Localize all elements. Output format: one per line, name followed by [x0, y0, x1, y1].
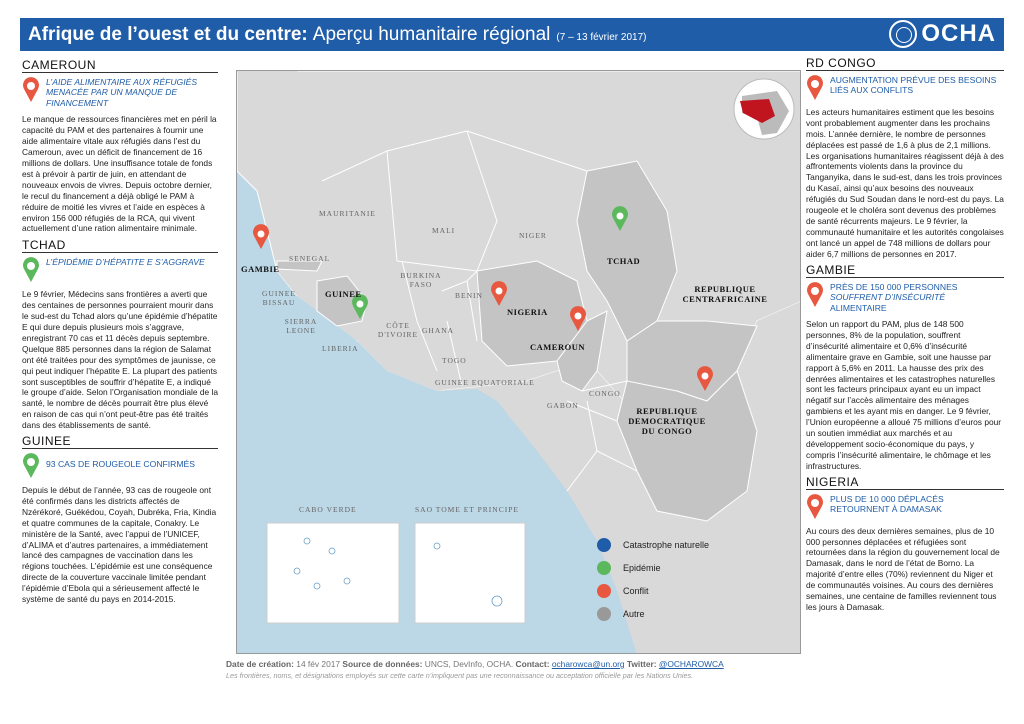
headline-text: AUGMENTATION PRÉVUE DES BESOINS LIÉS AUX CONFLITS — [830, 74, 997, 96]
label-sierra-leone: SIERRA LEONE — [284, 317, 318, 335]
section-title: RD CONGO — [806, 58, 1004, 71]
label-congo: CONGO — [589, 389, 621, 398]
body-text: Selon un rapport du PAM, plus de 148 500 personnes, 8% de la population, souffrent d’insécurité alimentaire et 0,6% d’insécurité alimentaire grave en Gambie, soit une hausse par rapport à 5,6% en 2011. La hausse des prix des denrées alimentaires et les catastrophes naturelles sont les facteurs principaux ayant eu un impact négatif sur l’accès alimentaire des ménages gambiens et les ayant mis en danger. Le 9 février, l’Union européenne a alloué 75 millions d’euros pour un soutien immédiat aux marchés et au développement socio-économique du pays, y compris l’insécurité alimentaire, le chômage et les infrastructures. — [806, 319, 1002, 471]
label-guinee-eq: GUINEE EQUATORIALE — [435, 378, 535, 387]
section-cameroun — [22, 60, 218, 234]
headline-text: PLUS DE 10 000 DÉPLACÉS RETOURNENT À DAMASAK — [830, 493, 944, 515]
label-rca: REPUBLIQUE CENTRAFRICAINE — [682, 284, 768, 304]
epidemic-dot-icon — [597, 561, 611, 575]
body-text: Le manque de ressources financières met en péril la capacité du PAM et des partenaires à fournir une aide alimentaire vitale aux réfugiés dans l’est du Cameroun, avec un déficit de financement de 16 millions de dollars. Une insuffisance totale de fonds est à prévoir à partir de juin, en attendant de nouveaux envois de vivres. Depuis octobre dernier, le recul du financement a déjà obligé le PAM à réduire de moitié les vivres et l’aide en espèces à environ 156 000 réfugiés de la RCA, qui vivent actuellement d’une ration alimentaire minimale. — [22, 114, 217, 234]
left-column — [22, 60, 218, 610]
section-gambie — [806, 262, 1004, 472]
footer — [226, 659, 806, 681]
conflict-pin-icon — [806, 494, 824, 520]
disclaimer: Les frontières, noms, et désignations employés sur cette carte n’impliquent pas une reconnaissance ou acceptation officielle par les Nations Unies. — [226, 671, 694, 680]
sources-label: Source de données: — [342, 659, 423, 669]
legend-item — [597, 579, 709, 602]
map-land — [237, 71, 801, 654]
conflict-pin-icon — [22, 77, 40, 103]
legend-label: Autre — [623, 608, 645, 619]
headline-line-2: SOUFFRENT D’INSÉCURITÉ — [830, 292, 946, 302]
headline-row — [22, 257, 218, 283]
legend-label: Conflit — [623, 585, 649, 596]
legend-label: Epidémie — [623, 562, 661, 573]
label-tchad: TCHAD — [607, 256, 641, 266]
headline-text: L’ÉPIDÉMIE D’HÉPATITE E S’AGGRAVE — [46, 257, 205, 268]
body-text: Au cours des deux dernières semaines, plus de 10 000 personnes déplacées et réfugiées sont retournées dans la région du gouvernement local de Damasak, dans le nord de l’état de Borno. La majorité d’entre elles (70%) reviennent du Niger et de communautés voisines. Au cours des dernières semaines, une centaine de familles reviennent tous les jours à Damasak. — [806, 525, 1000, 612]
label-senegal: SENEGAL — [289, 254, 331, 263]
section-nigeria — [806, 474, 1004, 613]
section-title: GAMBIE — [806, 265, 1004, 278]
regional-map — [236, 70, 801, 654]
label-gabon: GABON — [547, 401, 579, 410]
section-rdc — [806, 58, 1004, 260]
created-value: 14 fév 2017 — [296, 659, 341, 669]
label-guinee: GUINEE — [325, 289, 362, 299]
contact-email-link[interactable]: ocharowca@un.org — [551, 659, 625, 669]
body-text: Le 9 février, Médecins sans frontières a averti que des centaines de personnes pourraient mourir dans le sud-est du Tchad alors qu’une épidémie d’hépatite E qui dure depuis plusieurs mois s’aggrave, enregistrant 70 cas et 11 décès depuis septembre. Quelque 885 personnes dans la région de Salamat ont été traitées pour des symptômes de jaunisse, ce qui peut indiquer l’hépatite E. La plupart des patients sont susceptibles de souffrir d’hépatite E, a indiqué le groupe d’aide. Selon l’Organisation mondiale de la santé, le nombre de décès pourrait être plus élevé en raison de cas qui n’ont peut-être pas été traités dans des établissements de santé. — [22, 289, 219, 431]
headline-line-1: PRÈS DE 150 000 PERSONNES — [830, 281, 958, 292]
section-tchad — [22, 240, 218, 431]
epidemic-pin-icon — [22, 257, 40, 283]
label-cote-divoire: CÔTE D'IVOIRE — [377, 321, 419, 339]
body-text: Depuis le début de l’année, 93 cas de rougeole ont été confirmés dans les districts affectés de Nzérékoré, Guékédou, Coyah, Dubréka, Fria, Kindia et quatre communes de la capitale, Conakry. Le ministère de la Santé, avec l’appui de l’UNICEF, d’ALIMA et d’autres partenaires, a immédiatement lancé des campagnes de vaccination dans les régions touchées. L’épidémie est une conséquence directe de la couverture vaccinale limitée pendant l’épidémie d’Ebola qui a sérieusement affecté le système de santé du pays en 2014-2015. — [22, 484, 217, 605]
right-column — [806, 58, 1004, 618]
label-ghana: GHANA — [422, 326, 455, 335]
twitter-link[interactable]: @OCHAROWCA — [658, 659, 724, 669]
twitter-label: Twitter: — [626, 659, 657, 669]
headline-row — [806, 75, 1004, 101]
legend-item — [597, 602, 709, 625]
title-rest: Aperçu humanitaire régional — [312, 23, 551, 45]
section-title: NIGERIA — [806, 477, 1004, 490]
label-benin: BENIN — [455, 291, 483, 300]
label-rdc: REPUBLIQUE DEMOCRATIQUE DU CONGO — [628, 406, 706, 436]
section-guinee — [22, 436, 218, 605]
label-burkina: BURKINA FASO — [400, 271, 442, 289]
label-liberia: LIBERIA — [322, 344, 359, 353]
disaster-dot-icon — [597, 538, 611, 552]
label-gambie: GAMBIE — [241, 264, 280, 274]
headline-row — [806, 494, 1004, 520]
conflict-pin-icon — [806, 75, 824, 101]
headline-row — [22, 453, 218, 479]
section-title: CAMEROUN — [22, 60, 218, 73]
legend-item — [597, 556, 709, 579]
conflict-dot-icon — [597, 584, 611, 598]
sources-value: UNCS, DevInfo, OCHA. — [424, 659, 514, 669]
header-bar — [20, 18, 1004, 51]
section-title: GUINEE — [22, 436, 218, 449]
headline-text: 93 CAS DE ROUGEOLE CONFIRMÉS — [46, 458, 195, 469]
headline-line-3: ALIMENTAIRE — [830, 302, 887, 313]
logo-text: OCHA — [921, 20, 996, 47]
headline-text — [830, 282, 958, 314]
ocha-logo — [889, 20, 996, 48]
legend-label: Catastrophe naturelle — [623, 539, 710, 550]
map-legend — [597, 533, 709, 625]
label-nigeria: NIGERIA — [507, 307, 548, 317]
label-mali: MALI — [432, 226, 456, 235]
contact-label: Contact: — [515, 659, 550, 669]
label-cameroun: CAMEROUN — [530, 342, 585, 352]
label-togo: TOGO — [442, 356, 467, 365]
label-mauritanie: MAURITANIE — [319, 209, 376, 218]
body-text: Les acteurs humanitaires estiment que les besoins vont probablement augmenter dans les prochains mois. L’année dernière, le nombre de personnes déplacées est passé de 1,6 à plus de 2,1 millions. Les organisations humanitaires réagissent déjà à des affrontements violents dans la province du Tanganyika, dans le sud-est, dans les trois provinces du Kasaï, ainsi qu’aux besoins des nouveaux réfugiés du Sud Soudan dans le nord-est du pays. La rougeole et le choléra sont devenus des problèmes de santé récurrents majeurs. Le 9 février, la communauté humanitaire et les autorités congolaises ont lancé un appel de 748 millions de dollars pour aider 6,7 millions de personnes en 2017. — [806, 106, 1004, 259]
label-niger: NIGER — [519, 231, 547, 240]
legend-item — [597, 533, 709, 556]
label-sao-tome: SAO TOME ET PRINCIPE — [415, 505, 519, 514]
headline-text: L’AIDE ALIMENTAIRE AUX RÉFUGIÉS MENACÉE PAR UN MANQUE DE FINANCEMENT — [46, 76, 198, 108]
headline-row — [22, 77, 218, 109]
label-guinee-bissau: GUINEE BISSAU — [262, 289, 296, 307]
epidemic-pin-icon — [22, 453, 40, 479]
date-range: (7 – 13 février 2017) — [556, 31, 647, 43]
conflict-pin-icon — [806, 282, 824, 308]
other-dot-icon — [597, 607, 611, 621]
un-emblem-icon — [889, 20, 917, 48]
label-cabo-verde: CABO VERDE — [299, 505, 357, 514]
created-label: Date de création: — [226, 659, 294, 669]
headline-row — [806, 282, 1004, 314]
title-bold: Afrique de l’ouest et du centre: — [28, 23, 308, 45]
section-title: TCHAD — [22, 240, 218, 253]
